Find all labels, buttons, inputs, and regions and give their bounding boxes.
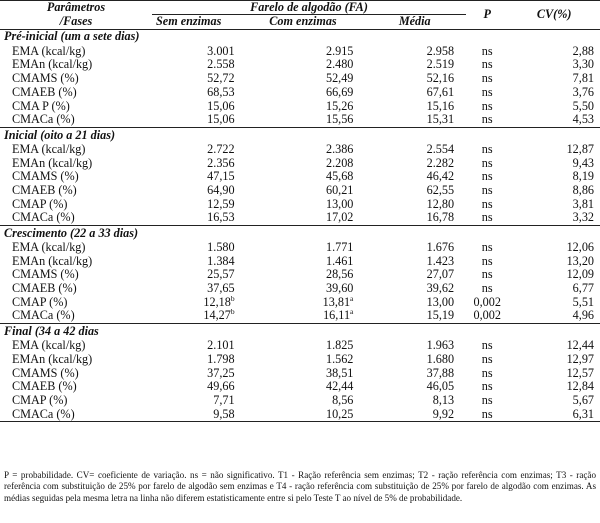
cell-p: ns — [481, 406, 493, 421]
row-label: CMACa (%) — [12, 210, 75, 225]
cell-media: 13,00 — [426, 294, 455, 309]
cell-cv: 3,81 — [572, 196, 594, 211]
cell-sem-enzimas — [152, 113, 243, 127]
cell-p: ns — [481, 112, 493, 127]
cell-sem-enzimas-value: 37,65 — [207, 281, 235, 296]
cell-media: 1.423 — [426, 253, 455, 268]
table-row — [0, 407, 600, 421]
table-row — [0, 255, 600, 269]
cell-sem-enzimas — [152, 268, 243, 282]
row-label: CMAP (%) — [12, 392, 68, 407]
cell-sem-enzimas-value: 2.356 — [207, 155, 235, 170]
section-title: Inicial (oito a 21 dias) — [4, 127, 116, 142]
cell-p: 0,002 — [473, 294, 501, 309]
cell-sem-enzimas-value: 1.580 — [207, 240, 235, 255]
cell-sem-enzimas — [152, 309, 243, 323]
header-p: P — [483, 7, 491, 22]
cell-sem-enzimas — [152, 170, 243, 184]
section-header — [0, 323, 600, 339]
row-label: CMAEB (%) — [12, 281, 77, 296]
table-row — [0, 170, 600, 184]
row-label: CMAEB (%) — [12, 182, 77, 197]
header-com-enzimas: Com enzimas — [269, 14, 337, 29]
row-label: CMACa (%) — [12, 406, 75, 421]
cell-sem-enzimas — [152, 353, 243, 367]
cell-sem-enzimas-value: 68,53 — [207, 84, 235, 99]
cell-media: 15,31 — [426, 112, 455, 127]
cell-sem-enzimas-value: 2.101 — [207, 338, 235, 353]
cell-com-enzimas-value: 1.461 — [325, 253, 354, 268]
cell-media: 1.963 — [426, 338, 455, 353]
cell-media: 15,16 — [426, 98, 455, 113]
header-cv: CV(%) — [536, 7, 572, 22]
cell-sem-enzimas-value: 16,53 — [207, 210, 235, 225]
cell-sem-enzimas-value: 7,71 — [213, 392, 235, 407]
row-label: CMAP (%) — [12, 196, 68, 211]
row-label: EMAn (kcal/kg) — [12, 351, 93, 366]
cell-com-enzimas — [243, 86, 364, 100]
cell-cv: 12,97 — [566, 351, 594, 366]
cell-p: ns — [481, 267, 493, 282]
row-label: CMAEB (%) — [12, 84, 77, 99]
table-row — [0, 339, 600, 353]
cell-cv: 5,50 — [572, 98, 594, 113]
header-parametros: Parâmetros — [46, 0, 106, 15]
cell-sem-enzimas-value: 25,57 — [207, 267, 235, 282]
row-label: EMA (kcal/kg) — [12, 240, 86, 255]
cell-media: 15,19 — [426, 308, 455, 323]
row-label: CMACa (%) — [12, 308, 75, 323]
cell-p: ns — [481, 71, 493, 86]
cell-com-enzimas-value: 17,02 — [325, 210, 354, 225]
cell-sem-enzimas-value: 52,72 — [207, 71, 235, 86]
cell-com-enzimas-value: 60,21 — [325, 182, 354, 197]
cell-media: 46,05 — [426, 379, 455, 394]
cell-p: ns — [481, 155, 493, 170]
row-label: EMA (kcal/kg) — [12, 141, 86, 156]
cell-sem-enzimas-value: 9,58 — [213, 406, 235, 421]
row-label: EMA (kcal/kg) — [12, 338, 86, 353]
significance-letter: b — [230, 307, 235, 317]
cell-com-enzimas — [243, 339, 364, 353]
cell-sem-enzimas-value: 37,25 — [207, 365, 235, 380]
section-title: Final (34 a 42 dias — [4, 323, 99, 338]
cell-media: 2.958 — [426, 43, 455, 58]
table-row — [0, 366, 600, 380]
cell-media: 46,42 — [426, 169, 455, 184]
cell-com-enzimas — [243, 156, 364, 170]
cell-com-enzimas-value: 1.771 — [325, 240, 354, 255]
cell-sem-enzimas-value: 14,27 — [203, 308, 231, 323]
cell-sem-enzimas — [152, 339, 243, 353]
header-sem-enzimas: Sem enzimas — [156, 14, 222, 29]
cell-cv: 12,87 — [566, 141, 594, 156]
table-row — [0, 72, 600, 86]
cell-media: 2.554 — [426, 141, 455, 156]
cell-com-enzimas — [243, 45, 364, 59]
table-row — [0, 184, 600, 198]
cell-com-enzimas-value: 13,00 — [325, 196, 354, 211]
cell-sem-enzimas-value: 3.001 — [207, 43, 235, 58]
row-label: CMACa (%) — [12, 112, 75, 127]
cell-cv: 6,77 — [572, 281, 594, 296]
table-row — [0, 197, 600, 211]
cell-cv: 3,30 — [572, 57, 594, 72]
cell-com-enzimas — [243, 394, 364, 408]
cell-media: 8,13 — [432, 392, 455, 407]
cell-sem-enzimas-value: 64,90 — [207, 182, 235, 197]
cell-sem-enzimas — [152, 184, 243, 198]
table-row — [0, 45, 600, 59]
cell-com-enzimas-value: 66,69 — [325, 84, 354, 99]
cell-sem-enzimas — [152, 366, 243, 380]
cell-sem-enzimas — [152, 58, 243, 72]
cell-media: 67,61 — [426, 84, 455, 99]
cell-p: ns — [481, 169, 493, 184]
table-row — [0, 156, 600, 170]
cell-sem-enzimas-value: 1.798 — [207, 351, 235, 366]
cell-com-enzimas-value: 16,11 — [323, 308, 351, 323]
cell-sem-enzimas-value: 15,06 — [207, 98, 235, 113]
cell-sem-enzimas — [152, 407, 243, 421]
header-media: Média — [398, 14, 431, 29]
cell-cv: 5,51 — [572, 294, 594, 309]
cell-cv: 2,88 — [572, 43, 594, 58]
row-label: CMAMS (%) — [12, 169, 79, 184]
row-label: CMAMS (%) — [12, 71, 79, 86]
cell-p: ns — [481, 379, 493, 394]
cell-com-enzimas — [243, 309, 364, 323]
cell-media: 9,92 — [432, 406, 455, 421]
cell-p: ns — [481, 210, 493, 225]
cell-p: ns — [481, 351, 493, 366]
cell-cv: 8,86 — [572, 182, 594, 197]
table-row — [0, 380, 600, 394]
cell-p: ns — [481, 240, 493, 255]
cell-cv: 9,43 — [572, 155, 594, 170]
cell-sem-enzimas-value: 47,15 — [207, 169, 235, 184]
cell-cv: 12,09 — [566, 267, 594, 282]
cell-cv: 12,44 — [566, 338, 594, 353]
cell-com-enzimas — [243, 255, 364, 269]
cell-cv: 5,67 — [572, 392, 594, 407]
cell-p: ns — [481, 57, 493, 72]
cell-com-enzimas — [243, 282, 364, 296]
cell-sem-enzimas-value: 12,59 — [207, 196, 235, 211]
cell-sem-enzimas-value: 2.722 — [207, 141, 235, 156]
cell-com-enzimas — [243, 72, 364, 86]
cell-cv: 4,53 — [572, 112, 594, 127]
table-row — [0, 241, 600, 255]
cell-p: 0,002 — [473, 308, 501, 323]
cell-com-enzimas-value: 52,49 — [325, 71, 354, 86]
cell-com-enzimas-value: 2.208 — [325, 155, 354, 170]
cell-com-enzimas-value: 39,60 — [325, 281, 354, 296]
cell-com-enzimas — [243, 366, 364, 380]
cell-com-enzimas — [243, 353, 364, 367]
cell-sem-enzimas — [152, 45, 243, 59]
table-row — [0, 268, 600, 282]
significance-letter: b — [230, 293, 235, 303]
cell-cv: 7,81 — [572, 71, 594, 86]
header-fases: /Fases — [59, 14, 93, 29]
cell-com-enzimas — [243, 184, 364, 198]
cell-com-enzimas-value: 2.386 — [325, 141, 354, 156]
row-label: CMA P (%) — [12, 98, 70, 113]
table-footnote: P = probabilidade. CV= coeficiente de variação. ns = não significativo. T1 - Ração referência sem enzimas; T2 - ração referência com enzimas; T3 - ração referência com substituição de 25% por farelo de algodão sem enzimas e T4 - ração referência com substituição de 25% por farelo de algodão com enzimas. As médias seguidas pela mesma letra na linha não diferem estatisticamente entre si pelo Teste T ao nível de 5% de probabilidade. — [4, 470, 596, 503]
cell-media: 2.282 — [426, 155, 455, 170]
cell-com-enzimas-value: 45,68 — [325, 169, 354, 184]
cell-cv: 8,19 — [572, 169, 594, 184]
cell-sem-enzimas — [152, 99, 243, 113]
cell-com-enzimas-value: 28,56 — [325, 267, 354, 282]
header-group-title: Farelo de algodão (FA) — [152, 1, 466, 15]
cell-sem-enzimas — [152, 380, 243, 394]
cell-p: ns — [481, 281, 493, 296]
cell-com-enzimas — [243, 268, 364, 282]
cell-media: 2.519 — [426, 57, 455, 72]
cell-sem-enzimas-value: 15,06 — [207, 112, 235, 127]
significance-letter: a — [350, 293, 354, 303]
cell-com-enzimas-value: 10,25 — [325, 406, 354, 421]
cell-cv: 12,57 — [566, 365, 594, 380]
cell-com-enzimas — [243, 113, 364, 127]
cell-p: ns — [481, 98, 493, 113]
cell-com-enzimas-value: 1.825 — [325, 338, 354, 353]
cell-com-enzimas — [243, 170, 364, 184]
significance-letter: a — [350, 307, 354, 317]
cell-media: 1.680 — [426, 351, 455, 366]
cell-com-enzimas-value: 15,26 — [325, 98, 354, 113]
cell-p: ns — [481, 338, 493, 353]
cell-com-enzimas-value: 42,44 — [325, 379, 354, 394]
cell-sem-enzimas — [152, 211, 243, 225]
cell-cv: 3,32 — [572, 210, 594, 225]
cell-cv: 12,06 — [566, 240, 594, 255]
table-row — [0, 353, 600, 367]
row-label: CMAP (%) — [12, 294, 68, 309]
cell-sem-enzimas-value: 2.558 — [207, 57, 235, 72]
cell-sem-enzimas-value: 12,18 — [203, 294, 231, 309]
cell-p: ns — [481, 253, 493, 268]
cell-com-enzimas-value: 1.562 — [325, 351, 354, 366]
cell-com-enzimas — [243, 211, 364, 225]
cell-sem-enzimas-value: 1.384 — [207, 253, 235, 268]
row-label: CMAMS (%) — [12, 267, 79, 282]
table-body — [0, 29, 600, 422]
cell-cv: 13,20 — [566, 253, 594, 268]
row-label: EMAn (kcal/kg) — [12, 155, 93, 170]
cell-p: ns — [481, 84, 493, 99]
row-label: EMA (kcal/kg) — [12, 43, 86, 58]
table-row — [0, 309, 600, 323]
cell-cv: 12,84 — [566, 379, 594, 394]
cell-com-enzimas-value: 8,56 — [332, 392, 354, 407]
cell-media: 16,78 — [426, 210, 455, 225]
cell-p: ns — [481, 43, 493, 58]
table-row — [0, 211, 600, 225]
cell-com-enzimas-value: 38,51 — [325, 365, 354, 380]
cell-sem-enzimas — [152, 197, 243, 211]
cell-sem-enzimas — [152, 241, 243, 255]
cell-com-enzimas — [243, 380, 364, 394]
cell-media: 62,55 — [426, 182, 455, 197]
cell-sem-enzimas — [152, 86, 243, 100]
cell-com-enzimas — [243, 407, 364, 421]
cell-media: 39,62 — [426, 281, 455, 296]
cell-p: ns — [481, 365, 493, 380]
cell-media: 12,80 — [426, 196, 455, 211]
cell-sem-enzimas — [152, 282, 243, 296]
cell-sem-enzimas — [152, 394, 243, 408]
cell-p: ns — [481, 196, 493, 211]
table-row — [0, 99, 600, 113]
cell-media: 27,07 — [426, 267, 455, 282]
cell-com-enzimas — [243, 241, 364, 255]
cell-com-enzimas-value: 13,81 — [322, 294, 351, 309]
cell-media: 37,88 — [426, 365, 455, 380]
row-label: EMAn (kcal/kg) — [12, 253, 93, 268]
cell-com-enzimas — [243, 58, 364, 72]
table-row — [0, 394, 600, 408]
section-title: Crescimento (22 a 33 dias) — [4, 225, 139, 240]
cell-com-enzimas-value: 15,56 — [325, 112, 354, 127]
section-title: Pré-inicial (um a sete dias) — [4, 29, 140, 44]
section-header — [0, 29, 600, 45]
cell-sem-enzimas — [152, 255, 243, 269]
cell-cv: 3,76 — [572, 84, 594, 99]
cell-media: 1.676 — [426, 240, 455, 255]
cell-com-enzimas-value: 2.915 — [325, 43, 354, 58]
cell-sem-enzimas-value: 49,66 — [207, 379, 235, 394]
table-row — [0, 296, 600, 310]
cell-media: 52,16 — [426, 71, 455, 86]
section-header — [0, 225, 600, 241]
cell-com-enzimas — [243, 99, 364, 113]
cell-com-enzimas-value: 2.480 — [325, 57, 354, 72]
row-label: CMAMS (%) — [12, 365, 79, 380]
table-row — [0, 58, 600, 72]
cell-sem-enzimas — [152, 72, 243, 86]
table-row — [0, 86, 600, 100]
cell-cv: 6,31 — [572, 406, 594, 421]
table-row — [0, 282, 600, 296]
cell-p: ns — [481, 182, 493, 197]
cell-sem-enzimas — [152, 156, 243, 170]
table-row — [0, 113, 600, 127]
section-header — [0, 127, 600, 143]
cell-cv: 4,96 — [572, 308, 594, 323]
cell-com-enzimas — [243, 197, 364, 211]
table-row — [0, 143, 600, 157]
row-label: CMAEB (%) — [12, 379, 77, 394]
cell-p: ns — [481, 392, 493, 407]
cell-com-enzimas — [243, 143, 364, 157]
cell-p: ns — [481, 141, 493, 156]
cell-sem-enzimas — [152, 143, 243, 157]
row-label: EMAn (kcal/kg) — [12, 57, 93, 72]
